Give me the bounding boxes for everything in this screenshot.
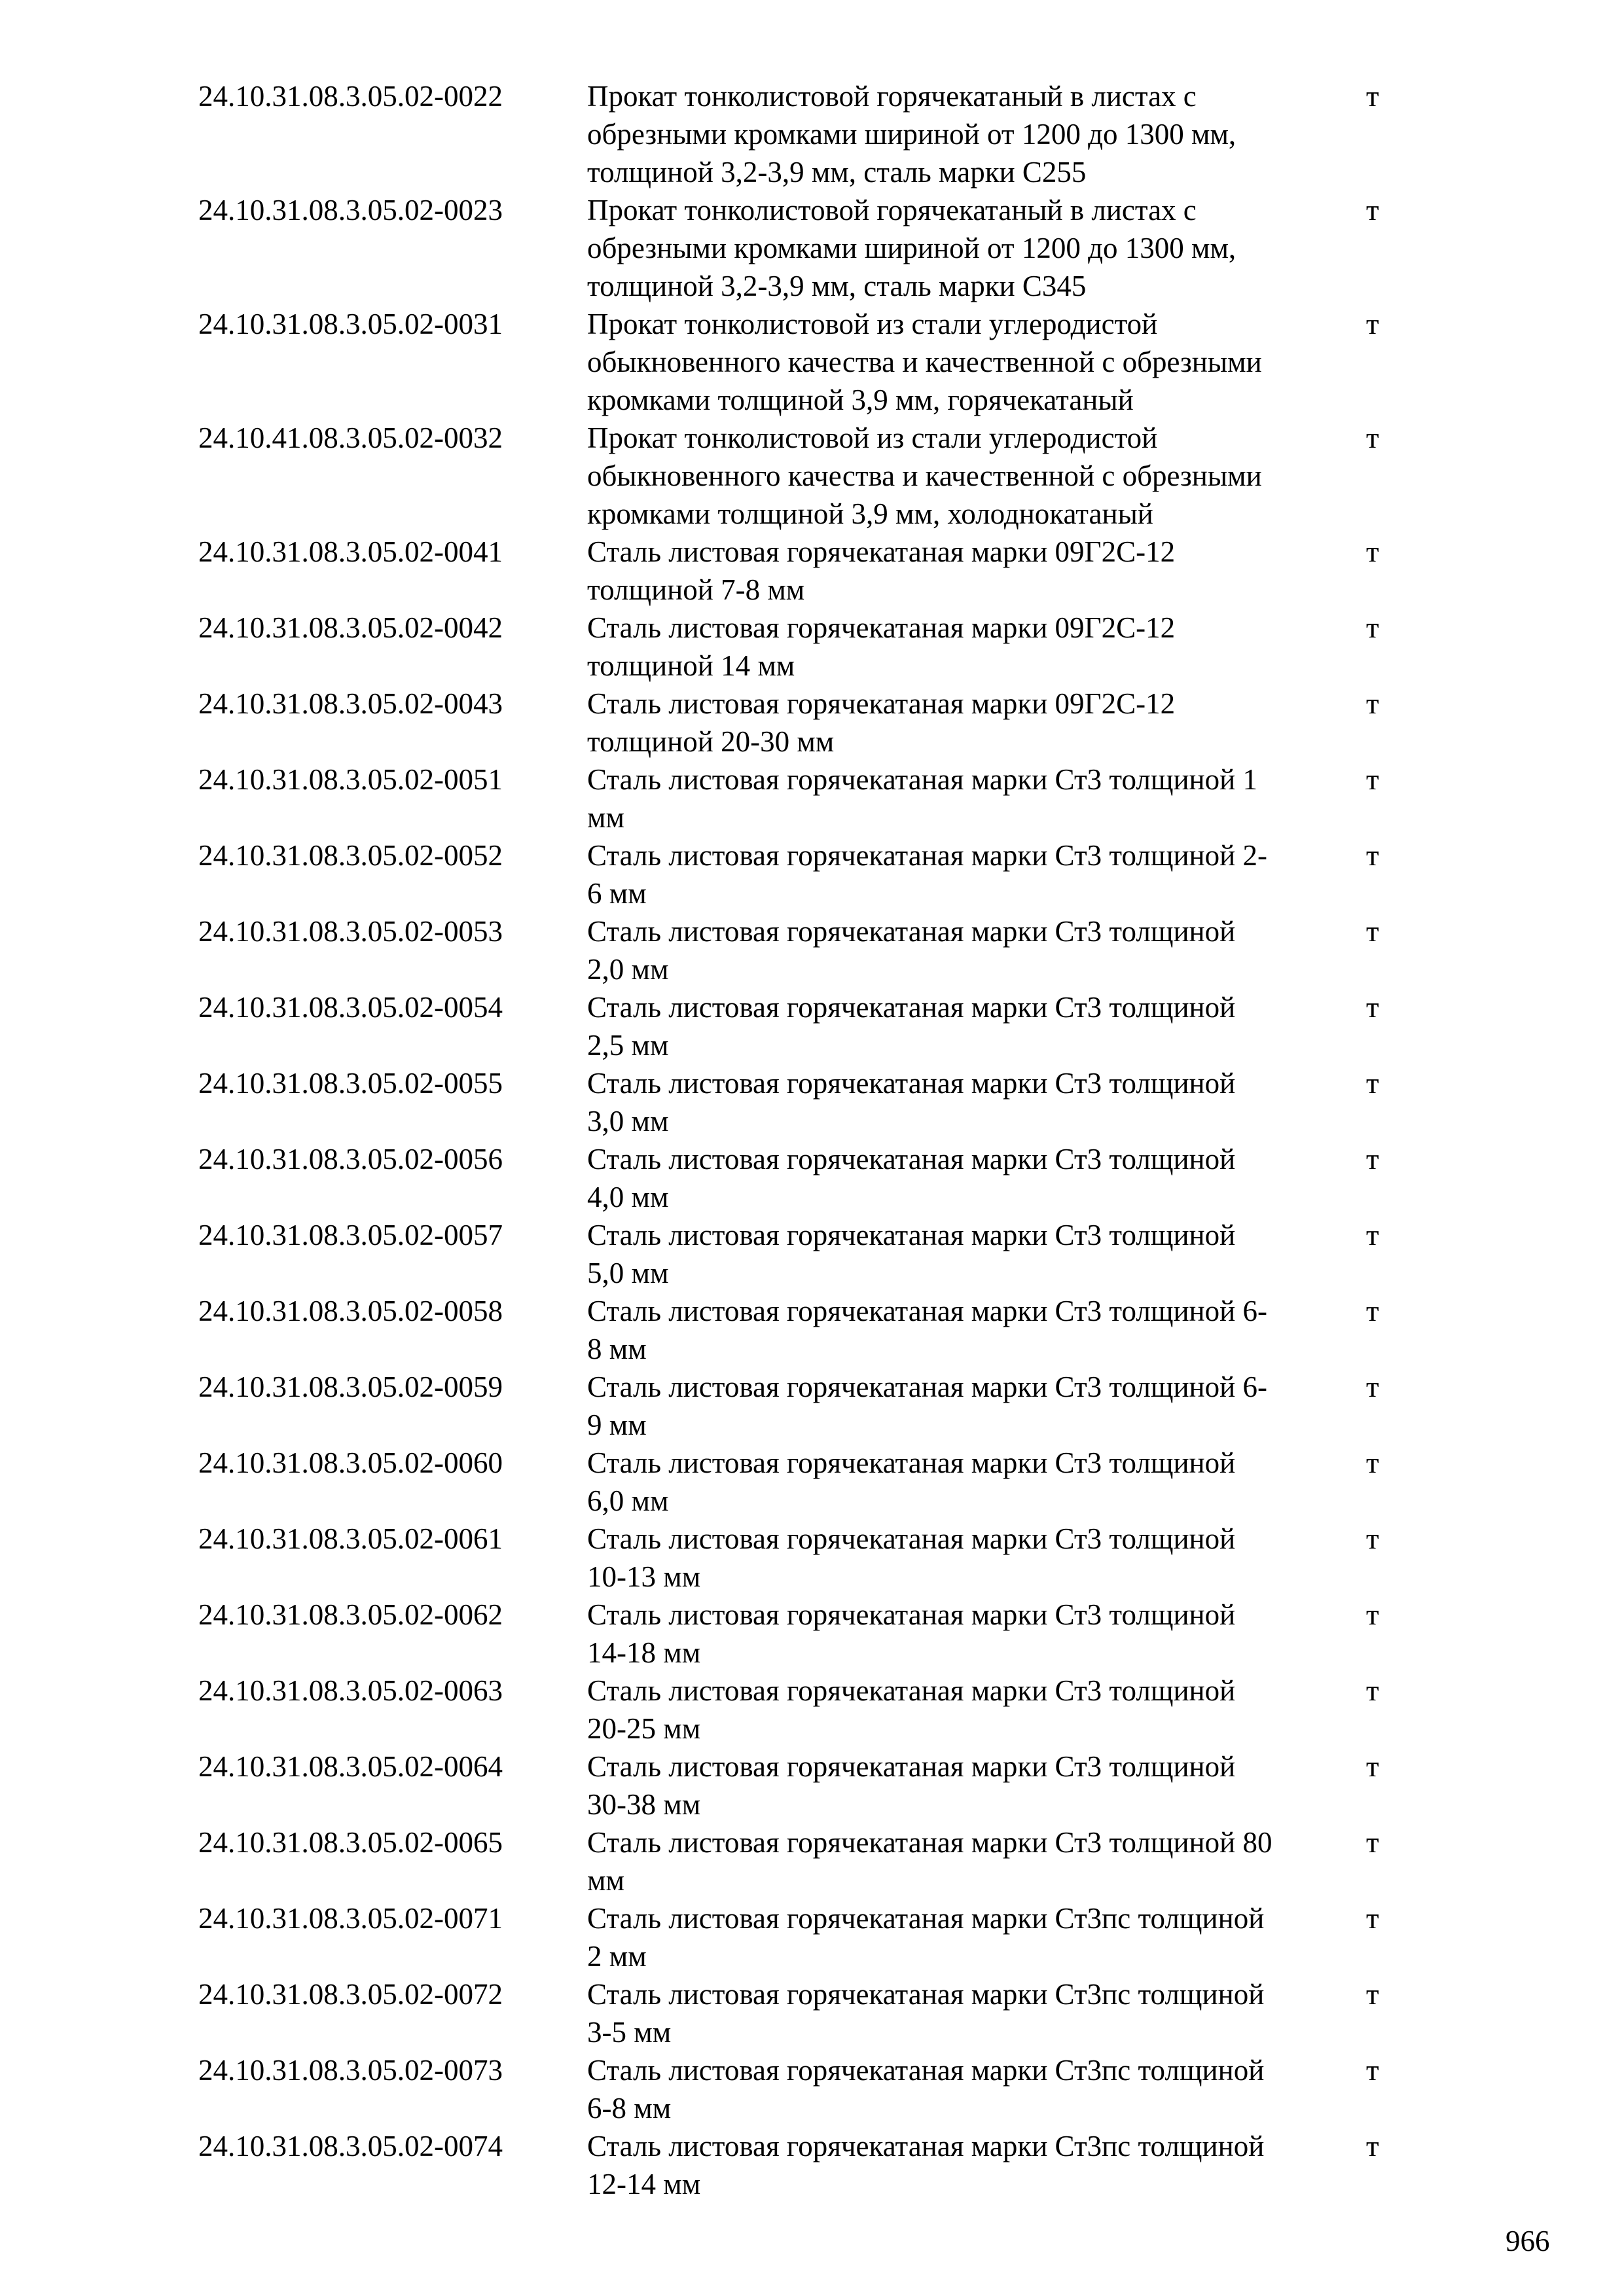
table-row: [198, 1748, 1442, 1823]
table-row: [198, 1444, 1442, 1520]
item-name-line: Сталь листовая горячекатаная марки Ст3 толщиной: [587, 1219, 1236, 1251]
item-code: 24.10.31.08.3.05.02-0052: [198, 839, 503, 872]
item-name: [587, 2127, 1366, 2203]
item-name: [587, 761, 1366, 836]
page-number: 966: [1506, 2225, 1550, 2257]
item-name: [587, 1520, 1366, 1596]
item-unit: т: [1366, 1826, 1379, 1859]
item-name-line: Сталь листовая горячекатаная марки Ст3 толщиной 6-: [587, 1371, 1267, 1403]
item-unit: т: [1366, 763, 1379, 796]
item-name-line: кромками толщиной 3,9 мм, горячекатаный: [587, 384, 1134, 416]
item-name-line: Сталь листовая горячекатаная марки Ст3 толщиной: [587, 1143, 1236, 1175]
item-unit: т: [1366, 611, 1379, 644]
item-code: 24.10.31.08.3.05.02-0058: [198, 1295, 503, 1327]
item-name-line: толщиной 3,2-3,9 мм, сталь марки С255: [587, 156, 1087, 188]
table-row: [198, 1216, 1442, 1292]
item-code: 24.10.31.08.3.05.02-0064: [198, 1750, 503, 1783]
item-name: [587, 1899, 1366, 1975]
item-name-line: Сталь листовая горячекатаная марки Ст3пс толщиной: [587, 1978, 1265, 2011]
item-name: [587, 1216, 1366, 1292]
item-name-line: Сталь листовая горячекатаная марки Ст3 толщиной: [587, 991, 1236, 1024]
item-unit: т: [1366, 2054, 1379, 2087]
item-name-line: Сталь листовая горячекатаная марки Ст3 толщиной: [587, 1674, 1236, 1707]
item-name-line: обрезными кромками шириной от 1200 до 1300 мм,: [587, 232, 1236, 264]
item-unit: т: [1366, 1446, 1379, 1479]
item-name-line: Сталь листовая горячекатаная марки Ст3 толщиной 2-: [587, 839, 1267, 872]
item-name-line: 3,0 мм: [587, 1105, 669, 1138]
item-name-line: мм: [587, 801, 624, 834]
item-unit: т: [1366, 80, 1379, 113]
item-name: [587, 1672, 1366, 1748]
item-code: 24.10.41.08.3.05.02-0032: [198, 422, 503, 454]
item-name-line: 2,0 мм: [587, 953, 669, 986]
item-name-line: обрезными кромками шириной от 1200 до 1300 мм,: [587, 118, 1236, 151]
item-name: [587, 191, 1366, 305]
item-name-line: Сталь листовая горячекатаная марки 09Г2С-12: [587, 611, 1176, 644]
item-unit: т: [1366, 1978, 1379, 2011]
item-name-line: 12-14 мм: [587, 2168, 701, 2200]
item-unit: т: [1366, 194, 1379, 226]
table-row: [198, 1292, 1442, 1368]
item-code: 24.10.31.08.3.05.02-0041: [198, 535, 503, 568]
table-row: [198, 191, 1442, 305]
item-name-line: 30-38 мм: [587, 1788, 701, 1821]
item-code: 24.10.31.08.3.05.02-0053: [198, 915, 503, 948]
item-name-line: 6 мм: [587, 877, 647, 910]
table-row: [198, 2051, 1442, 2127]
item-code: 24.10.31.08.3.05.02-0060: [198, 1446, 503, 1479]
item-name: [587, 1748, 1366, 1823]
item-name-line: Прокат тонколистовой из стали углеродистой: [587, 422, 1158, 454]
table-row: [198, 2127, 1442, 2203]
item-unit: т: [1366, 1371, 1379, 1403]
item-name-line: толщиной 7-8 мм: [587, 573, 805, 606]
item-name-line: мм: [587, 1864, 624, 1897]
table-row: [198, 77, 1442, 191]
item-code: 24.10.31.08.3.05.02-0065: [198, 1826, 503, 1859]
item-unit: т: [1366, 1219, 1379, 1251]
table-row: [198, 685, 1442, 761]
item-code: 24.10.31.08.3.05.02-0063: [198, 1674, 503, 1707]
item-unit: т: [1366, 1295, 1379, 1327]
item-name-line: 4,0 мм: [587, 1181, 669, 1213]
item-code: 24.10.31.08.3.05.02-0061: [198, 1522, 503, 1555]
item-unit: т: [1366, 1674, 1379, 1707]
item-name: [587, 912, 1366, 988]
item-name-line: 2 мм: [587, 1940, 647, 1973]
item-name: [587, 77, 1366, 191]
table-row: [198, 1899, 1442, 1975]
table-row: [198, 1368, 1442, 1444]
item-unit: т: [1366, 1598, 1379, 1631]
table-row: [198, 533, 1442, 609]
table-row: [198, 836, 1442, 912]
item-name-line: толщиной 14 мм: [587, 649, 795, 682]
item-code: 24.10.31.08.3.05.02-0054: [198, 991, 503, 1024]
item-name-line: Сталь листовая горячекатаная марки Ст3пс толщиной: [587, 2054, 1265, 2087]
item-code: 24.10.31.08.3.05.02-0055: [198, 1067, 503, 1100]
item-code: 24.10.31.08.3.05.02-0062: [198, 1598, 503, 1631]
item-name-line: Сталь листовая горячекатаная марки Ст3 толщиной 80: [587, 1826, 1272, 1859]
table-row: [198, 1672, 1442, 1748]
item-name-line: обыкновенного качества и качественной с обрезными: [587, 459, 1262, 492]
item-name-line: Сталь листовая горячекатаная марки 09Г2С-12: [587, 687, 1176, 720]
item-code: 24.10.31.08.3.05.02-0072: [198, 1978, 503, 2011]
item-name-line: 8 мм: [587, 1333, 647, 1365]
table-row: [198, 609, 1442, 685]
item-name-line: 5,0 мм: [587, 1257, 669, 1289]
item-unit: т: [1366, 1143, 1379, 1175]
item-name-line: 14-18 мм: [587, 1636, 701, 1669]
item-name-line: Прокат тонколистовой из стали углеродистой: [587, 308, 1158, 340]
item-name-line: Сталь листовая горячекатаная марки Ст3 толщиной: [587, 1598, 1236, 1631]
table-row: [198, 1596, 1442, 1672]
item-code: 24.10.31.08.3.05.02-0051: [198, 763, 503, 796]
item-name: [587, 533, 1366, 609]
table-row: [198, 988, 1442, 1064]
table-row: [198, 1064, 1442, 1140]
item-name-line: 6-8 мм: [587, 2092, 672, 2125]
item-code: 24.10.31.08.3.05.02-0059: [198, 1371, 503, 1403]
item-name: [587, 1140, 1366, 1216]
item-name-line: 20-25 мм: [587, 1712, 701, 1745]
table-row: [198, 1975, 1442, 2051]
item-code: 24.10.31.08.3.05.02-0042: [198, 611, 503, 644]
item-name-line: кромками толщиной 3,9 мм, холоднокатаный: [587, 497, 1153, 530]
item-name: [587, 419, 1366, 533]
item-unit: т: [1366, 687, 1379, 720]
item-code: 24.10.31.08.3.05.02-0056: [198, 1143, 503, 1175]
item-name-line: обыкновенного качества и качественной с обрезными: [587, 346, 1262, 378]
item-name: [587, 988, 1366, 1064]
item-name-line: Сталь листовая горячекатаная марки Ст3 толщиной: [587, 1522, 1236, 1555]
item-name-line: Прокат тонколистовой горячекатаный в листах с: [587, 194, 1197, 226]
item-code: 24.10.31.08.3.05.02-0022: [198, 80, 503, 113]
item-code: 24.10.31.08.3.05.02-0074: [198, 2130, 503, 2162]
item-code: 24.10.31.08.3.05.02-0023: [198, 194, 503, 226]
item-name: [587, 836, 1366, 912]
item-name: [587, 1823, 1366, 1899]
item-name-line: Сталь листовая горячекатаная марки 09Г2С-12: [587, 535, 1176, 568]
item-unit: т: [1366, 915, 1379, 948]
item-unit: т: [1366, 2130, 1379, 2162]
item-unit: т: [1366, 1067, 1379, 1100]
item-name-line: 6,0 мм: [587, 1484, 669, 1517]
item-name-line: 9 мм: [587, 1408, 647, 1441]
item-unit: т: [1366, 991, 1379, 1024]
table-row: [198, 912, 1442, 988]
item-name-line: Сталь листовая горячекатаная марки Ст3 толщиной: [587, 1446, 1236, 1479]
table-row: [198, 1520, 1442, 1596]
item-name: [587, 1368, 1366, 1444]
table-row: [198, 761, 1442, 836]
item-name: [587, 1596, 1366, 1672]
item-name-line: 10-13 мм: [587, 1560, 701, 1593]
item-unit: т: [1366, 308, 1379, 340]
item-name-line: Сталь листовая горячекатаная марки Ст3 толщиной 1: [587, 763, 1257, 796]
item-name-line: Сталь листовая горячекатаная марки Ст3пс толщиной: [587, 1902, 1265, 1935]
table-row: [198, 1140, 1442, 1216]
item-code: 24.10.31.08.3.05.02-0057: [198, 1219, 503, 1251]
item-name-line: толщиной 20-30 мм: [587, 725, 835, 758]
item-name-line: Сталь листовая горячекатаная марки Ст3 толщиной: [587, 1067, 1236, 1100]
item-code: 24.10.31.08.3.05.02-0043: [198, 687, 503, 720]
item-name-line: Прокат тонколистовой горячекатаный в листах с: [587, 80, 1197, 113]
item-name-line: 3-5 мм: [587, 2016, 672, 2049]
table-row: [198, 1823, 1442, 1899]
item-unit: т: [1366, 422, 1379, 454]
table-row: [198, 419, 1442, 533]
price-list-table: [198, 77, 1442, 2203]
item-name: [587, 1064, 1366, 1140]
item-code: 24.10.31.08.3.05.02-0071: [198, 1902, 503, 1935]
item-name: [587, 1444, 1366, 1520]
item-name: [587, 1975, 1366, 2051]
item-code: 24.10.31.08.3.05.02-0031: [198, 308, 503, 340]
item-name: [587, 2051, 1366, 2127]
item-name: [587, 1292, 1366, 1368]
item-name-line: 2,5 мм: [587, 1029, 669, 1062]
table-row: [198, 305, 1442, 419]
item-unit: т: [1366, 1522, 1379, 1555]
item-unit: т: [1366, 535, 1379, 568]
item-name-line: Сталь листовая горячекатаная марки Ст3 толщиной 6-: [587, 1295, 1267, 1327]
item-name-line: Сталь листовая горячекатаная марки Ст3 толщиной: [587, 1750, 1236, 1783]
item-name-line: толщиной 3,2-3,9 мм, сталь марки С345: [587, 270, 1087, 302]
item-name: [587, 609, 1366, 685]
item-unit: т: [1366, 839, 1379, 872]
item-unit: т: [1366, 1902, 1379, 1935]
item-name: [587, 305, 1366, 419]
item-unit: т: [1366, 1750, 1379, 1783]
item-code: 24.10.31.08.3.05.02-0073: [198, 2054, 503, 2087]
item-name-line: Сталь листовая горячекатаная марки Ст3пс толщиной: [587, 2130, 1265, 2162]
item-name-line: Сталь листовая горячекатаная марки Ст3 толщиной: [587, 915, 1236, 948]
item-name: [587, 685, 1366, 761]
